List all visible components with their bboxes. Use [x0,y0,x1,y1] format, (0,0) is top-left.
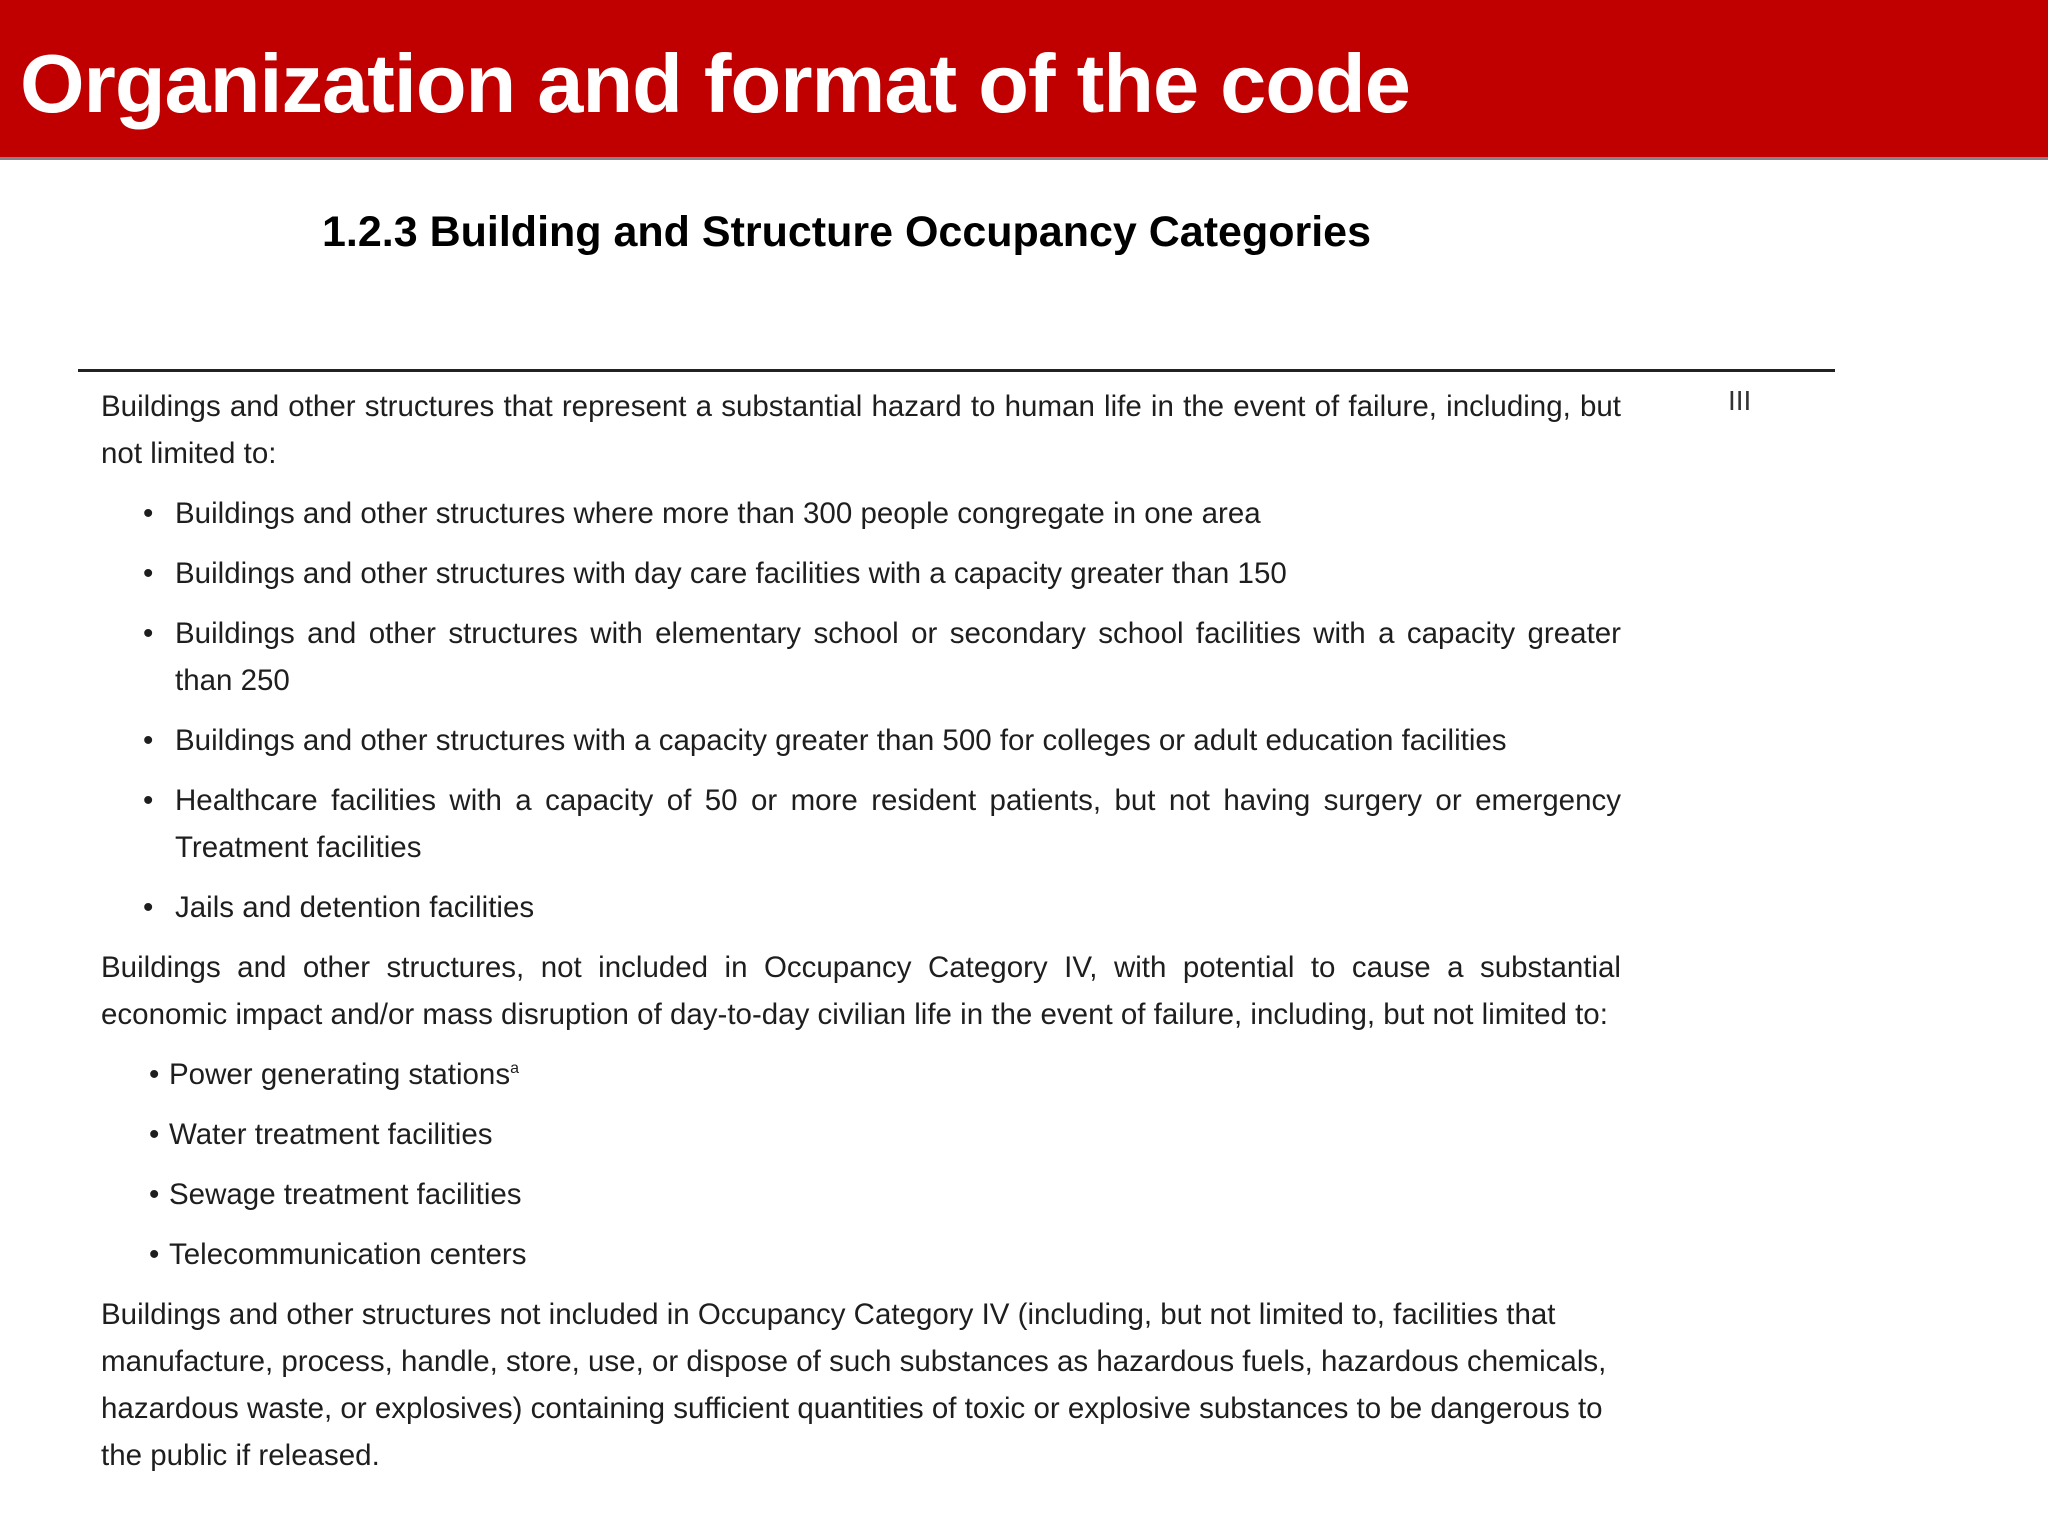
footnote-marker: a [510,1060,519,1078]
list-item-text: Buildings and other structures with elementary school or secondary school facilities with a capacity greater than 250 [175,617,1621,697]
bullet-icon: • [143,617,154,650]
occupancy-description [101,383,1621,1492]
bullet-icon: • [149,1118,160,1151]
occupancy-category-value: III [1728,385,1752,416]
list-item-text: Healthcare facilities with a capacity of 50 or more resident patients, but not having surgery or emergency Treatment facilities [175,784,1621,864]
list-item [101,550,1621,597]
bullet-icon: • [143,557,154,590]
list-item [101,1171,1621,1218]
list-item-text: Water treatment facilities [169,1118,493,1151]
list-item-text: Telecommunication centers [169,1238,527,1271]
intro-paragraph-2: Buildings and other structures, not included in Occupancy Category IV, with potential to cause a substantial economic impact and/or mass disruption of day-to-day civilian life in the event of failure, including, but not limited to: [101,951,1621,1031]
list-item [101,1111,1621,1158]
list-item [101,717,1621,764]
slide-title: Organization and format of the code [20,37,1410,130]
section-heading: 1.2.3 Building and Structure Occupancy Categories [322,208,1371,256]
list-item [101,1231,1621,1278]
table-top-rule [78,369,1835,372]
bullet-icon: • [143,891,154,924]
list-item [101,884,1621,931]
bullet-icon: • [149,1238,160,1271]
list-item-text: Buildings and other structures where more than 300 people congregate in one area [175,497,1261,530]
list-item-text: Power generating stations [169,1058,511,1091]
bullet-icon: • [143,784,154,817]
bullet-list-2 [101,1051,1621,1278]
bullet-list-1 [101,490,1621,931]
list-item [101,777,1621,871]
list-item [101,610,1621,704]
bullet-icon: • [149,1058,160,1091]
list-item-text: Sewage treatment facilities [169,1178,522,1211]
title-bar [0,0,2048,160]
list-item-text: Buildings and other structures with day care facilities with a capacity greater than 150 [175,557,1287,590]
intro-paragraph-3: Buildings and other structures not included in Occupancy Category IV (including, but not limited to, facilities that manufacture, process, handle, store, use, or dispose of such substances as hazardous fuels, hazardous chemicals, hazardous waste, or explosives) containing sufficient quantities of toxic or explosive substances to be dangerous to the public if released. [101,1298,1607,1472]
bullet-icon: • [143,724,154,757]
list-item-text: Buildings and other structures with a capacity greater than 500 for colleges or adult education facilities [175,724,1507,757]
list-item [101,490,1621,537]
list-item-text: Jails and detention facilities [175,891,535,924]
bullet-icon: • [143,497,154,530]
list-item [101,1051,1621,1098]
bullet-icon: • [149,1178,160,1211]
intro-paragraph-1: Buildings and other structures that represent a substantial hazard to human life in the event of failure, including, but not limited to: [101,390,1621,470]
